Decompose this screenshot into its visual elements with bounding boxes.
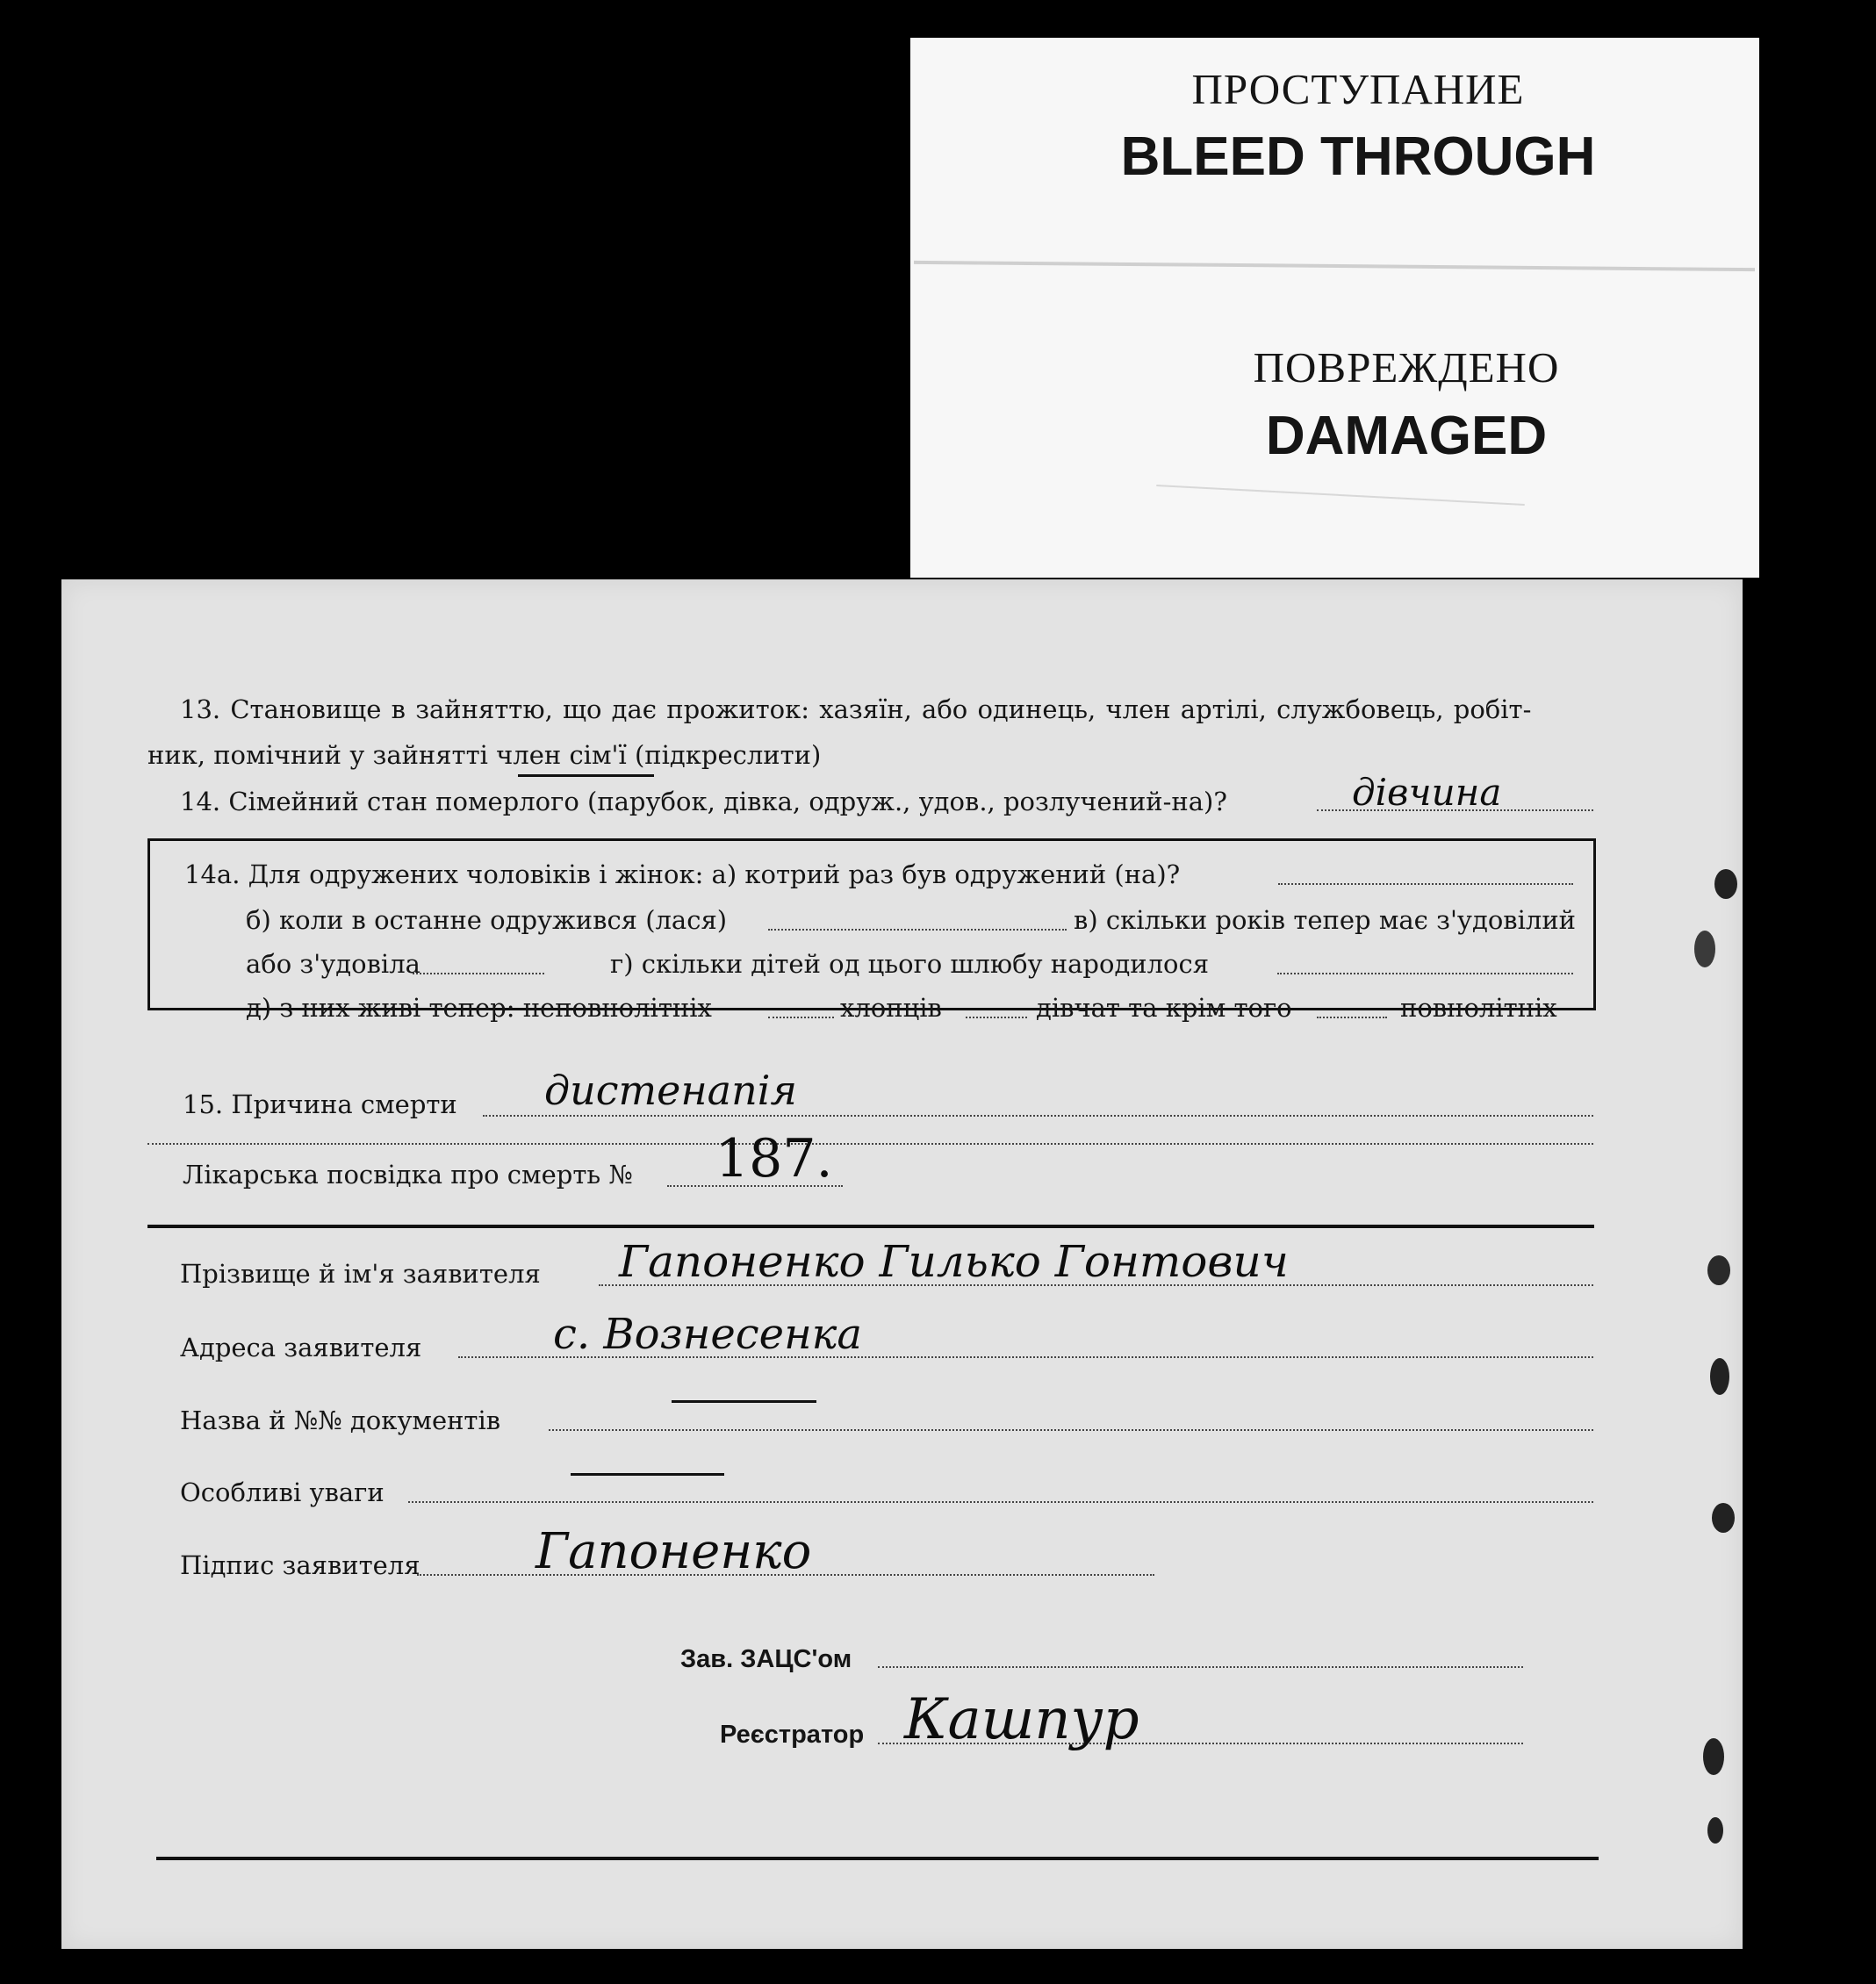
question-15-field-line-2	[147, 1143, 1593, 1145]
documents-field-line	[549, 1429, 1593, 1431]
section-divider-top	[147, 1225, 1594, 1228]
punch-hole	[1710, 1358, 1729, 1395]
question-14a-line-3b: г) скільки дітей од цього шлюбу народилося	[610, 949, 1210, 979]
question-15-field-line	[483, 1115, 1593, 1117]
question-14a-line-2b: в) скільки років тепер має з'удовілий	[1074, 905, 1576, 935]
bleed-through-label-ru: ПРОСТУПАНИЕ	[1191, 65, 1525, 113]
registration-form-sheet	[61, 579, 1743, 1949]
question-14a-line-2a: б) коли в останне одружився (лася)	[246, 905, 728, 935]
medical-certificate-number: 187.	[715, 1128, 833, 1190]
punch-hole	[1714, 869, 1737, 899]
question-13-line-1: 13. Становище в зайняттю, що дає прожиток: хазяїн, або одинець, член артілі, службовець, робіт-	[180, 694, 1532, 724]
question-13-line-2: ник, помічний у зайнятті член сім'ї (підкреслити)	[147, 740, 822, 770]
punch-hole	[1703, 1738, 1724, 1775]
applicant-signature-label: Підпис заявителя	[180, 1550, 420, 1580]
registrar-label: Реєстратор	[720, 1721, 865, 1749]
question-14a-line-4d: повнолітніх	[1400, 993, 1557, 1023]
question-15-label: 15. Причина смерти	[183, 1089, 457, 1119]
punch-hole	[1707, 1817, 1723, 1844]
punch-hole	[1694, 931, 1715, 967]
registrar-signature: Кашпур	[904, 1687, 1139, 1752]
notes-field-line	[408, 1501, 1593, 1503]
archival-notice-card	[910, 38, 1759, 578]
question-15-handwritten-value: дистенапія	[544, 1067, 797, 1114]
registry-head-label: Зав. ЗАЦС'ом	[680, 1645, 852, 1673]
question-14-label: 14. Сімейний стан померлого (парубок, дівка, одруж., удов., розлучений-на)?	[180, 787, 1227, 816]
question-14a-b-field	[768, 929, 1067, 931]
punch-hole	[1707, 1255, 1730, 1285]
question-14a-minors-field	[768, 1017, 834, 1018]
question-14-handwritten-value: дівчина	[1352, 771, 1502, 814]
registry-head-field-line	[878, 1666, 1523, 1668]
notes-label: Особливі уваги	[180, 1477, 385, 1507]
question-14a-boys-field	[966, 1017, 1027, 1018]
punch-hole	[1712, 1503, 1735, 1533]
bleed-through-label-en: BLEED THROUGH	[1120, 126, 1596, 187]
question-14a-line-4b: хлопців	[840, 993, 942, 1023]
applicant-address-label: Адреса заявителя	[180, 1333, 422, 1362]
applicant-address-handwritten: с. Вознесенка	[553, 1310, 862, 1359]
underline-family-member	[518, 774, 654, 777]
section-divider-bottom	[156, 1857, 1599, 1860]
card-crack	[1156, 485, 1525, 506]
documents-label: Назва й №№ документів	[180, 1405, 501, 1435]
question-14a-line-4a: д) з них живі тепер: неповнолітніх	[246, 993, 712, 1023]
medical-certificate-label: Лікарська посвідка про смерть №	[183, 1160, 633, 1190]
question-14a-widowed-field	[413, 973, 544, 974]
question-14a-line-4c: дівчат та крім того	[1036, 993, 1292, 1023]
question-14a-line-3a: або з'удовіла	[246, 949, 420, 979]
applicant-name-label: Прізвище й ім'я заявителя	[180, 1259, 541, 1289]
damaged-label-ru: ПОВРЕЖДЕНО	[1253, 343, 1560, 392]
documents-dash-mark	[672, 1400, 816, 1403]
card-tear-divider	[914, 261, 1755, 271]
question-14a-a-field	[1278, 883, 1573, 885]
applicant-name-handwritten: Гапоненко Гилько Гонтович	[619, 1236, 1289, 1287]
applicant-signature-handwritten: Гапоненко	[535, 1523, 812, 1580]
question-14a-line-1: 14а. Для одружених чоловіків і жінок: а) котрий раз був одружений (на)?	[184, 859, 1181, 889]
damaged-label-en: DAMAGED	[1265, 406, 1548, 466]
question-14a-girls-field	[1317, 1017, 1387, 1018]
question-14a-g-field	[1277, 973, 1573, 974]
notes-dash-mark	[571, 1473, 724, 1476]
